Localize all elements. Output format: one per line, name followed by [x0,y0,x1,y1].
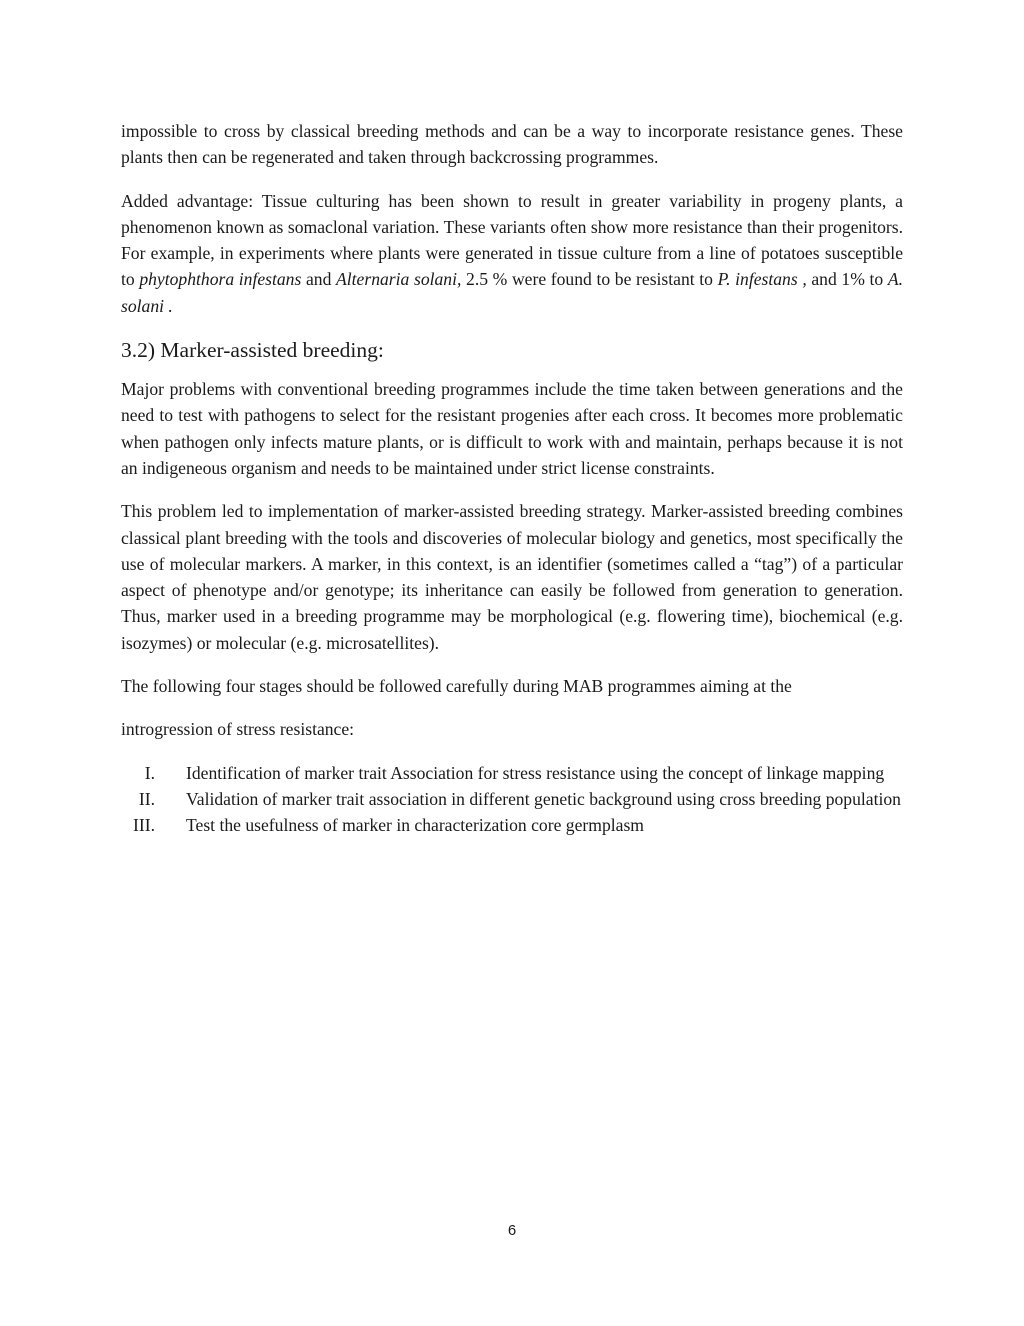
list-item-text: Identification of marker trait Association for stress resistance using the concept of linkage mapping [186,762,885,783]
species-name: A. solani . [121,269,903,316]
paragraph-tissue-culture-intro: impossible to cross by classical breeding methods and can be a way to incorporate resistance genes. These plants then can be regenerated and taken through backcrossing programmes. [121,121,903,168]
text-run: and [301,269,337,290]
species-name: P. infestans , [717,269,807,290]
list-item-text: Validation of marker trait association in different genetic background using cross breeding population [186,788,901,809]
paragraph-added-advantage [121,188,903,319]
section-heading: 3.2) Marker-assisted breeding: [121,338,384,363]
text-run: and 1% to [806,269,888,290]
species-name: phytophthora infestans [139,269,302,290]
list-item [121,786,903,812]
list-item [121,760,903,786]
page-number: 6 [507,1222,517,1239]
list-item [121,812,903,838]
list-item-number: II. [138,788,155,809]
stages-list [121,760,903,839]
species-name: Alternaria solani, [336,269,462,290]
text-run: Added advantage: Tissue culturing has been shown to result in greater variability in progeny plants, a phenomenon known as somaclonal variation. These variants often show more resistance than their progenitors. For example, in experiments where plants were generated in tissue culture from a line of potatoes susceptible to [121,190,903,290]
list-item-text: Test the usefulness of marker in characterization core germplasm [186,815,644,836]
list-item-number: I. [144,762,155,783]
document-page [121,118,903,839]
paragraph-four-stages: The following four stages should be followed carefully during MAB programmes aiming at the [121,676,792,697]
list-item-number: III. [133,815,155,836]
paragraph-introgression: introgression of stress resistance: [121,719,355,740]
text-run: 2.5 % were found to be resistant to [461,269,718,290]
paragraph-major-problems: Major problems with conventional breeding programmes include the time taken between generations and the need to test with pathogens to select for the resistant progenies after each cross. It becomes more problematic when pathogen only infects mature plants, or is difficult to work with and maintain, perhaps because it is not an indigeneous organism and needs to be maintained under strict license constraints. [121,379,903,478]
paragraph-marker-assisted-strategy: This problem led to implementation of marker-assisted breeding strategy. Marker-assisted breeding combines classical plant breeding with the tools and discoveries of molecular biology and genetics, most specifically the use of molecular markers. A marker, in this context, is an identifier (sometimes called a “tag”) of a particular aspect of phenotype and/or genotype; its inheritance can easily be followed from generation to generation. Thus, marker used in a breeding programme may be morphological (e.g. flowering time), biochemical (e.g. isozymes) or molecular (e.g. microsatellites). [121,501,903,653]
